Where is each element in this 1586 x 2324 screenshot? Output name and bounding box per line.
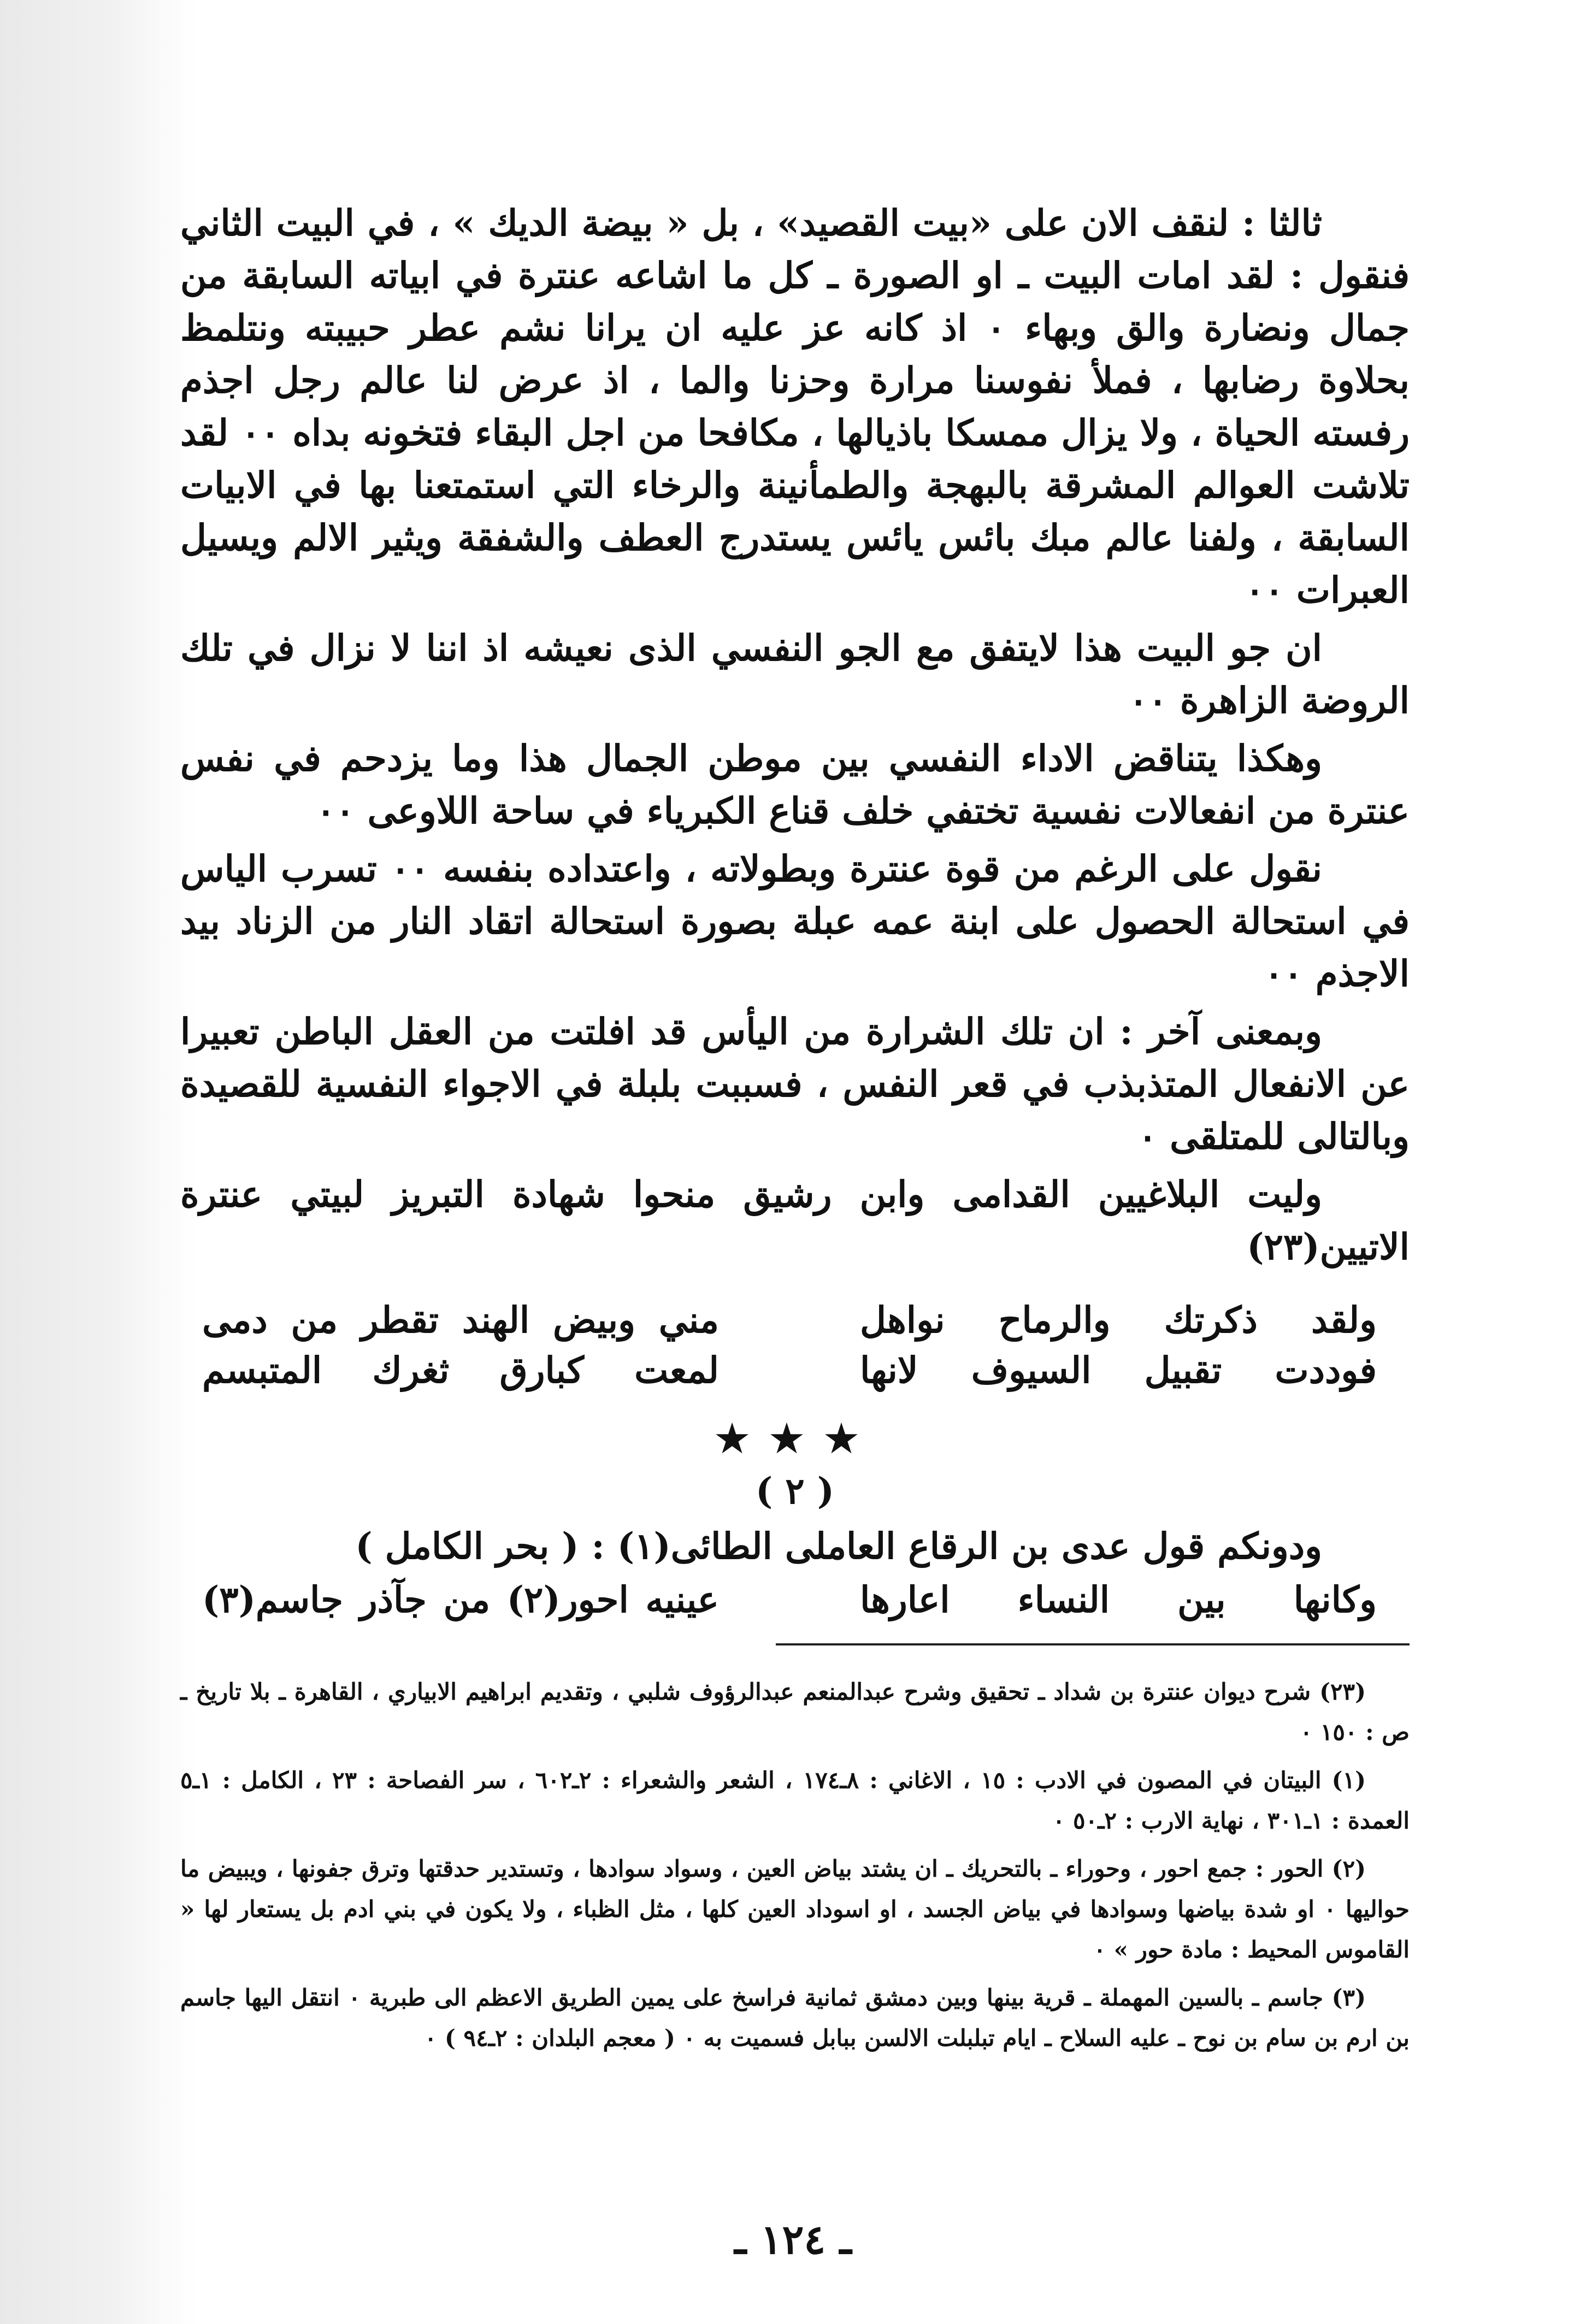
poem-verses-adi [180, 1574, 1410, 1625]
page-number: ـ ١٢٤ ـ [734, 2216, 852, 2263]
verse-second-hemistich: لمعت كبارق ثغرك المتبسم [202, 1349, 719, 1391]
paragraph: وبمعنى آخر : ان تلك الشرارة من اليأس قد افلتت من العقل الباطن تعبيرا عن الانفعال المتذبذب في قعر النفس ، فسببت بلبلة في الاجواء النفسية للقصيدة وبالتالى للمتلقى ٠ [180, 1010, 1410, 1158]
paragraph: ان جو البيت هذا لايتفق مع الجو النفسي الذى نعيشه اذ اننا لا نزال في تلك الروضة الزاهرة ٠٠ [180, 627, 1410, 722]
section-number: ( ٢ ) [756, 1470, 834, 1512]
verse-first-hemistich: ولقد ذكرتك والرماح نواهل [860, 1299, 1377, 1341]
verse-second-hemistich: مني وبيض الهند تقطر من دمى [202, 1299, 719, 1341]
footnote: (٢) الحور : جمع احور ، وحوراء ـ بالتحريك ـ ان يشتد بياض العين ، وسواد سوادها ، وتستدير حدقتها وترق جفونها ، ويبيض ما حواليها ٠ او شدة بياضها وسوادها في بياض الجسد ، او اسوداد العين كلها ، مثل الظباء ، ولا يكون في بني ادم بل يستعار لها « القاموس المحيط : مادة حور » ٠ [180, 1855, 1410, 1963]
verse-first-hemistich: وكانها بين النساء اعارها [860, 1578, 1377, 1621]
verse-first-hemistich: فوددت تقبيل السيوف لانها [860, 1349, 1377, 1391]
footnote: (٢٣) شرح ديوان عنترة بن شداد ـ تحقيق وشرح عبدالمنعم عبدالرؤوف شلبي ، وتقديم ابراهيم الابياري ، القاهرة ـ بلا تاريخ ـ ص : ١٥٠ ٠ [180, 1678, 1410, 1745]
footnote: (١) البيتان في المصون في الادب : ١٥ ، الاغاني : ٨ـ١٧٤ ، الشعر والشعراء : ٢ـ٦٠٢ ، سر الفصاحة : ٢٣ ، الكامل : ١ـ٥ العمدة : ١ـ٣٠١ ، نهاية الارب : ٢ـ٥٠ ٠ [180, 1767, 1410, 1834]
paragraph: وهكذا يتناقض الاداء النفسي بين موطن الجمال هذا وما يزدحم في نفس عنترة من انفعالات نفسية تختفي خلف قناع الكبرياء في ساحة اللاوعى ٠٠ [180, 737, 1410, 832]
footnote: (٣) جاسم ـ بالسين المهملة ـ قرية بينها وبين دمشق ثمانية فراسخ على يمين الطريق الاعظم الى طبرية ٠ انتقل اليها جاسم بن ارم بن سام بن نوح ـ عليه السلاح ـ ايام تبلبلت الالسن ببابل فسميت به ٠ ( معجم البلدان : ٢ـ٩٤ ) ٠ [180, 1984, 1410, 2051]
paragraph: نقول على الرغم من قوة عنترة وبطولاته ، واعتداده بنفسه ٠٠ تسرب الياس في استحالة الحصول على ابنة عمه عبلة بصورة استحالة اتقاد النار من الزناد بيد الاجذم ٠٠ [180, 847, 1410, 995]
verse-line [202, 1345, 1377, 1395]
footnote-divider [776, 1643, 1410, 1645]
intro-line: ودونكم قول عدى بن الرقاع العاملى الطائى(١) : ( بحر الكامل ) [355, 1525, 1322, 1567]
paragraph: ثالثا : لنقف الان على «بيت القصيد» ، بل « بيضة الديك » ، في البيت الثاني فنقول : لقد امات البيت ـ او الصورة ـ كل ما اشاعه عنترة في ابياته السابقة من جمال ونضارة والق وبهاء ٠ اذ كانه عز عليه ان يرانا نشم عطر حبيبته ونتلمظ بحلاوة رضابها ، فملأ نفوسنا مرارة وحزنا والما ، اذ عرض لنا عالم رجل اجذم رفسته الحياة ، ولا يزال ممسكا باذيالها ، مكافحا من اجل البقاء فتخونه بداه ٠٠ لقد تلاشت العوالم المشرقة بالبهجة والطمأنينة والرخاء التي استمتعنا بها في الابيات السابقة ، ولفنا عالم مبك بائس يائس يستدرج العطف والشفقة ويثير الالم ويسيل العبرات ٠٠ [180, 202, 1410, 611]
verse-line [202, 1574, 1377, 1625]
section-separator-stars: ★★★ [713, 1414, 877, 1464]
footnotes [180, 1672, 1410, 2066]
paragraph: وليت البلاغيين القدامى وابن رشيق منحوا شهادة التبريز لبيتي عنترة الاتيين(٢٣) [180, 1173, 1410, 1268]
poem-verses-antara [180, 1295, 1410, 1395]
main-text [180, 197, 1410, 1625]
verse-second-hemistich: عينيه احور(٢) من جآذر جاسم(٣) [202, 1578, 719, 1621]
verse-line [202, 1295, 1377, 1345]
